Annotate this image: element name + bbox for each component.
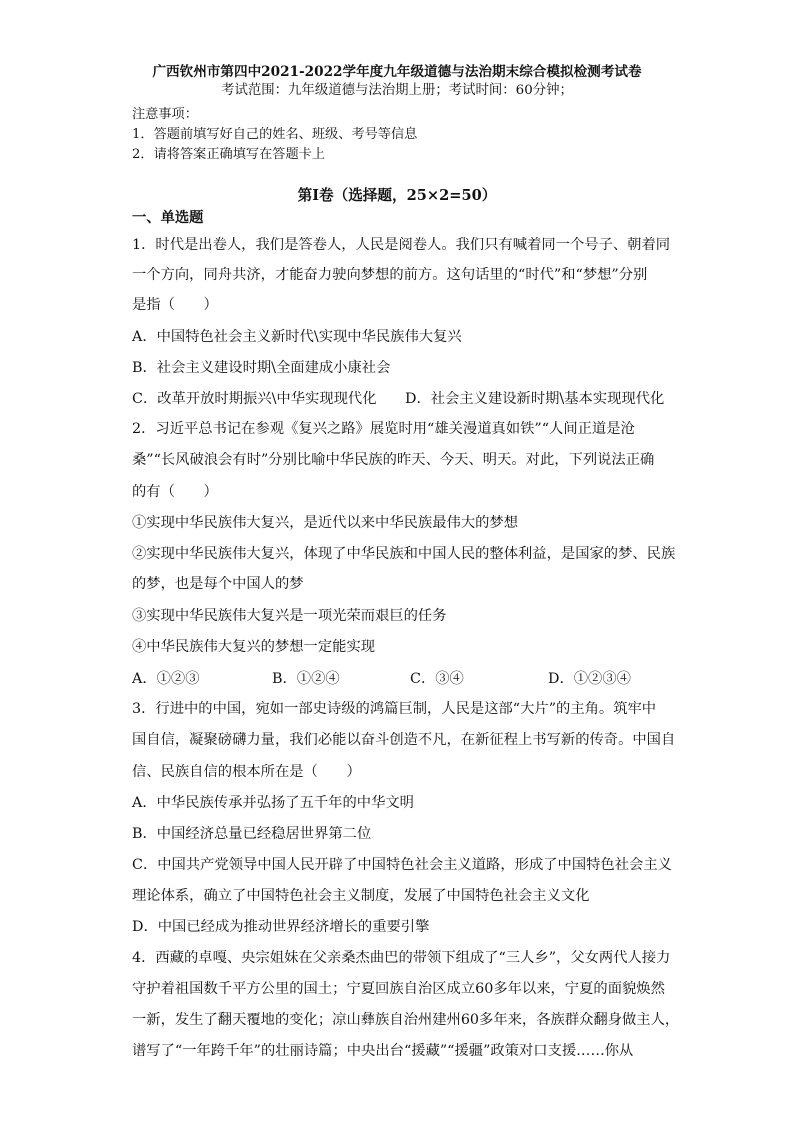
question-2-option-d: D．①②③④ bbox=[548, 671, 631, 687]
question-3-stem: 信、民族自信的根本所在是（ ） bbox=[132, 764, 361, 780]
question-2-stem: 2．习近平总书记在参观《复兴之路》展览时用“雄关漫道真如铁”“人间正道是沧 bbox=[132, 421, 635, 437]
question-1-option-a: A．中国特色社会主义新时代\实现中华民族伟大复兴 bbox=[132, 329, 462, 345]
question-1-stem: 是指（ ） bbox=[132, 297, 218, 313]
question-1-option-d: D．社会主义建设新时期\基本实现现代化 bbox=[405, 391, 665, 407]
question-1-stem: 一个方向，同舟共济，才能奋力驶向梦想的前方。这句话里的“时代”和“梦想”分别 bbox=[132, 267, 648, 283]
question-4-stem: 守护着祖国数千平方公里的国土；宁夏回族自治区成立60多年以来，宁夏的面貌焕然 bbox=[132, 981, 665, 997]
question-1-option-b: B．社会主义建设时期\全面建成小康社会 bbox=[132, 360, 391, 376]
question-4-stem: 一新，发生了翻天覆地的变化；凉山彝族自治州建州60多年来，各族群众翻身做主人， bbox=[132, 1012, 680, 1028]
question-3-option-d: D．中国已经成为推动世界经济增长的重要引擎 bbox=[132, 919, 430, 935]
question-1-stem: 1．时代是出卷人，我们是答卷人，人民是阅卷人。我们只有喊着同一个号子、朝着同 bbox=[132, 237, 671, 253]
question-4-stem: 4．西藏的卓嘎、央宗姐妹在父亲桑杰曲巴的带领下组成了“三人乡”，父女两代人接力 bbox=[132, 950, 671, 966]
question-3-stem: 国自信，凝聚磅礴力量，我们必能以奋斗创造不凡，在新征程上书写新的传奇。中国自 bbox=[132, 732, 676, 748]
question-3-stem: 3．行进中的中国，宛如一部史诗级的鸿篇巨制，人民是这部“大片”的主角。筑牢中 bbox=[132, 701, 657, 717]
notes-item: 2．请将答案正确填写在答题卡上 bbox=[132, 147, 326, 162]
question-2-option-c: C．③④ bbox=[410, 671, 464, 687]
question-2-statement-1: ①实现中华民族伟大复兴，是近代以来中华民族最伟大的梦想 bbox=[132, 515, 519, 531]
question-3-option-c: 理论体系，确立了中国特色社会主义制度，发展了中国特色社会主义文化 bbox=[132, 888, 590, 904]
question-2-statement-2: ②实现中华民族伟大复兴，体现了中华民族和中国人民的整体利益，是国家的梦、民族 bbox=[132, 546, 676, 562]
question-2-statement-3: ③实现中华民族伟大复兴是一项光荣而艰巨的任务 bbox=[132, 608, 447, 624]
section-title: 第I卷（选择题，25×2=50） bbox=[297, 187, 497, 204]
question-2-option-a: A．①②③ bbox=[132, 671, 200, 687]
question-3-option-b: B．中国经济总量已经稳居世界第二位 bbox=[132, 826, 372, 842]
question-3-option-a: A．中华民族传承并弘扬了五千年的中华文明 bbox=[132, 795, 414, 811]
notes-heading: 注意事项： bbox=[132, 107, 198, 122]
exam-subtitle: 考试范围：九年级道德与法治期上册；考试时间：60分钟； bbox=[221, 83, 573, 98]
question-2-statement-4: ④中华民族伟大复兴的梦想一定能实现 bbox=[132, 639, 376, 655]
question-2-stem: 桑”“长风破浪会有时”分别比喻中华民族的昨天、今天、明天。对此，下列说法正确 bbox=[132, 452, 655, 468]
notes-item: 1．答题前填写好自己的姓名、班级、考号等信息 bbox=[132, 127, 418, 142]
question-4-stem: 谱写了“一年跨千年”的壮丽诗篇；中央出台“援藏”“援疆”政策对口支援……你从 bbox=[132, 1043, 634, 1059]
exam-title: 广西钦州市第四中2021-2022学年度九年级道德与法治期末综合模拟检测考试卷 bbox=[152, 64, 642, 80]
question-2-stem: 的有（ ） bbox=[132, 484, 218, 500]
question-2-option-b: B．①②④ bbox=[272, 671, 340, 687]
question-1-option-c: C．改革开放时期振兴\中华实现现代化 bbox=[132, 391, 377, 407]
question-3-option-c: C．中国共产党领导中国人民开辟了中国特色社会主义道路，形成了中国特色社会主义 bbox=[132, 857, 672, 873]
part-title: 一、单选题 bbox=[132, 210, 204, 226]
question-2-statement-2: 的梦，也是每个中国人的梦 bbox=[132, 576, 304, 592]
